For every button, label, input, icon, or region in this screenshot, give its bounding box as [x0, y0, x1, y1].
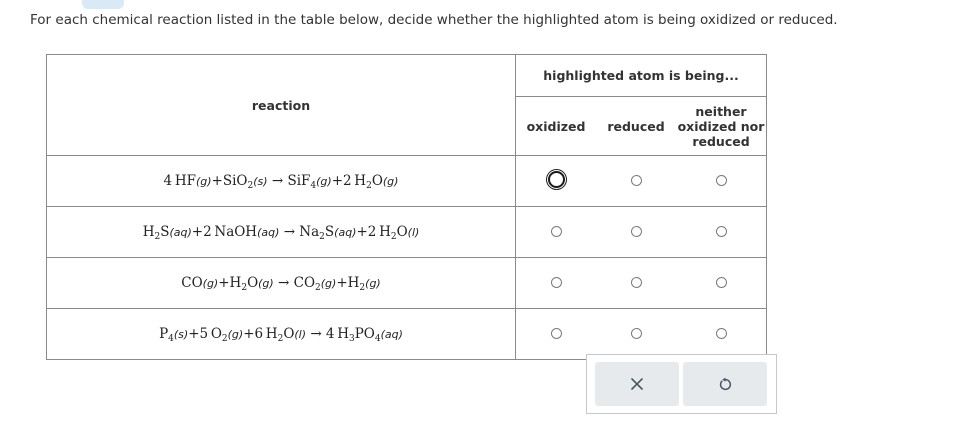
radio-oxidized[interactable]	[548, 171, 565, 188]
clear-button[interactable]	[595, 362, 679, 406]
oxidized-cell	[516, 207, 597, 258]
reduced-cell	[596, 156, 676, 207]
neither-cell	[676, 258, 767, 309]
radio-oxidized[interactable]	[551, 328, 562, 339]
neither-cell	[676, 156, 767, 207]
radio-reduced[interactable]	[631, 328, 642, 339]
radio-reduced[interactable]	[631, 175, 642, 186]
reaction-equation: $P_4(s)+5$ $O_2(g)+6$ $H_2O(l) \to 4$ $H_3PO_4(aq)$	[47, 309, 516, 360]
reaction-column-header: reaction	[47, 55, 516, 156]
radio-neither[interactable]	[716, 226, 727, 237]
x-icon	[631, 378, 643, 390]
oxidized-cell	[516, 156, 597, 207]
undo-button[interactable]	[683, 362, 767, 406]
radio-reduced[interactable]	[631, 226, 642, 237]
neither-column-header	[676, 97, 767, 156]
reduced-cell	[596, 258, 676, 309]
radio-neither[interactable]	[716, 277, 727, 288]
reduced-cell	[596, 207, 676, 258]
reaction-equation: $H_2S(aq)+2$ NaOH(aq) → $Na_2S(aq)+2$ $H_2O(l)$	[47, 207, 516, 258]
neither-cell	[676, 309, 767, 360]
neither-header-line-3: reduced	[692, 133, 750, 149]
neither-header-line-1: neither	[695, 103, 747, 119]
oxidized-cell	[516, 258, 597, 309]
neither-cell	[676, 207, 767, 258]
neither-header-line-2: oxidized nor	[677, 118, 765, 134]
reaction-equation: 4 HF(g)+SiO$_2$(s) → SiF$_4$(g)+2 $H_2O(g)$	[47, 156, 516, 207]
answer-actions-panel	[586, 354, 777, 414]
radio-oxidized[interactable]	[551, 277, 562, 288]
table-row	[47, 156, 767, 207]
question-prompt: For each chemical reaction listed in the table below, decide whether the highlighted atom is being oxidized or reduced.	[30, 12, 838, 28]
table-row	[47, 258, 767, 309]
oxidized-cell	[516, 309, 597, 360]
oxidized-column-header: oxidized	[516, 97, 597, 156]
reduced-cell	[596, 309, 676, 360]
highlighted-atom-group-header: highlighted atom is being...	[516, 55, 767, 97]
radio-oxidized[interactable]	[551, 226, 562, 237]
reaction-equation: $CO(g)+H_2O(g) \to CO_2(g)+H_2(g)$	[47, 258, 516, 309]
table-row	[47, 207, 767, 258]
reaction-table	[46, 54, 767, 360]
table-row	[47, 309, 767, 360]
reduced-column-header: reduced	[596, 97, 676, 156]
radio-reduced[interactable]	[631, 277, 642, 288]
undo-icon	[718, 377, 733, 392]
top-tab-accent	[82, 0, 124, 9]
radio-neither[interactable]	[716, 328, 727, 339]
radio-neither[interactable]	[716, 175, 727, 186]
